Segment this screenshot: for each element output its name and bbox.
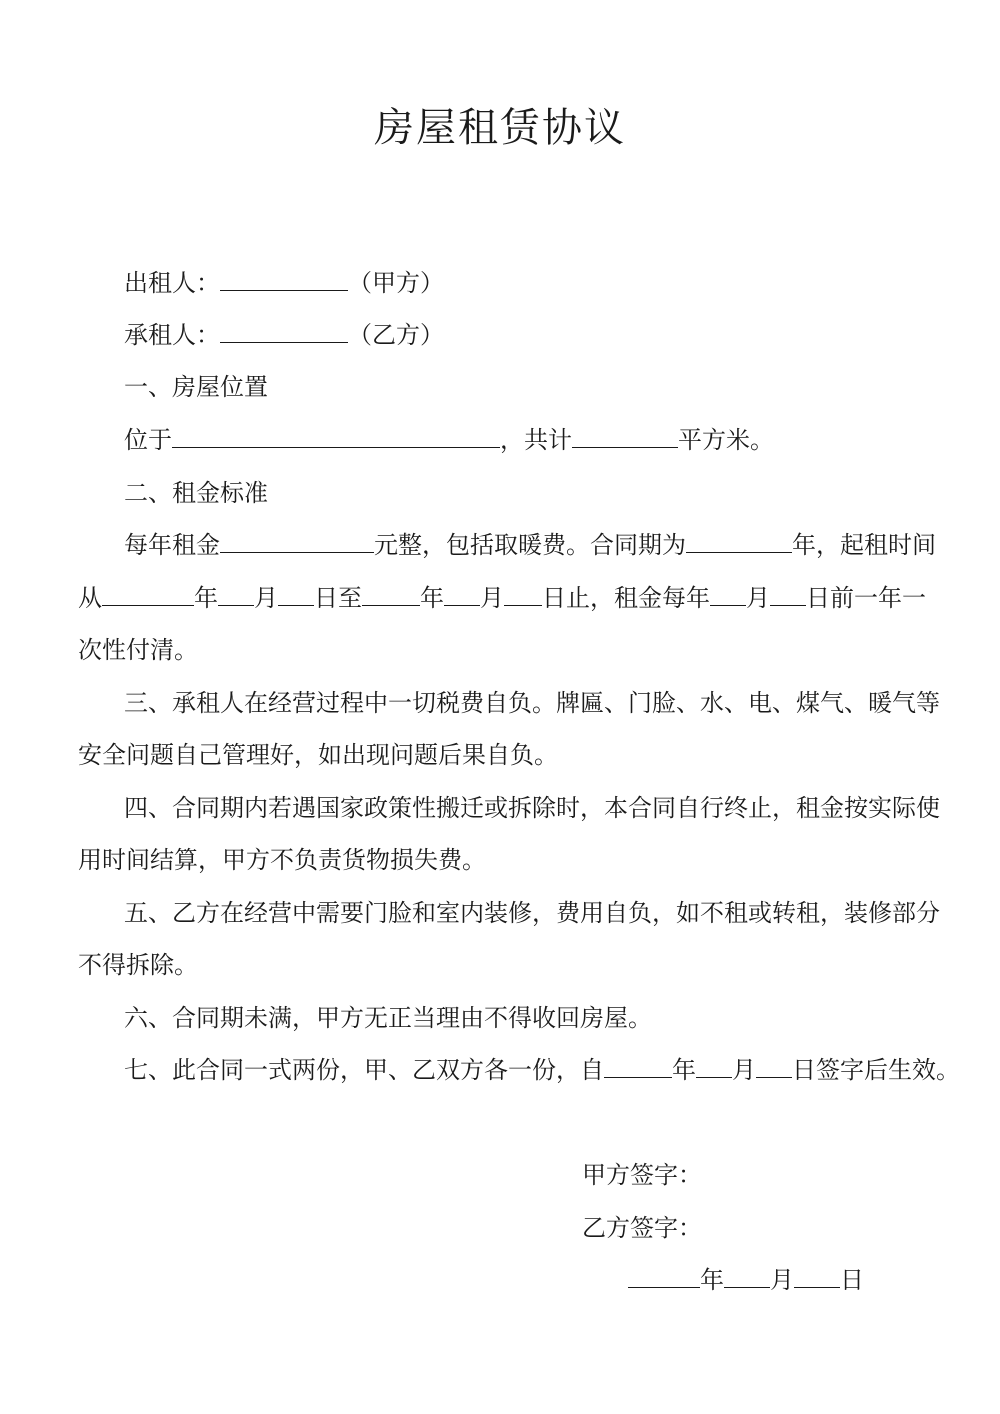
start-month-label: 月 bbox=[254, 584, 278, 612]
area-prefix: ，共计 bbox=[500, 426, 572, 454]
section7-suffix: 日签字后生效。 bbox=[792, 1056, 960, 1084]
start-day-blank[interactable] bbox=[278, 581, 314, 606]
location-blank[interactable] bbox=[172, 423, 500, 448]
effective-year-blank[interactable] bbox=[604, 1053, 672, 1078]
party-a-signature bbox=[582, 1158, 702, 1192]
lessee-line bbox=[124, 318, 984, 352]
lessee-role: （乙方） bbox=[348, 321, 444, 349]
end-day-label: 日止，租金每年 bbox=[542, 584, 710, 612]
party-b-signature-label: 乙方签字： bbox=[582, 1214, 702, 1242]
sign-month-label: 月 bbox=[770, 1266, 794, 1294]
section3-line-1: 三、承租人在经营过程中一切税费自负。牌匾、门脸、水、电、煤气、暖气等 bbox=[124, 689, 940, 717]
term-years-blank[interactable] bbox=[686, 528, 792, 553]
section6-line-1: 六、合同期未满，甲方无正当理由不得收回房屋。 bbox=[124, 1004, 652, 1032]
document-title: 房屋租赁协议 bbox=[374, 105, 626, 151]
section5-line-2: 不得拆除。 bbox=[78, 951, 198, 979]
signature-date bbox=[628, 1263, 864, 1297]
sign-year-label: 年 bbox=[700, 1266, 724, 1294]
pay-day-blank[interactable] bbox=[770, 581, 806, 606]
rent-line-3: 次性付清。 bbox=[78, 636, 198, 664]
section7-prefix: 七、此合同一式两份，甲、乙双方各一份，自 bbox=[124, 1056, 604, 1084]
party-a-signature-label: 甲方签字： bbox=[582, 1161, 702, 1189]
sign-day-blank[interactable] bbox=[794, 1263, 840, 1288]
lessor-line bbox=[124, 266, 984, 300]
lessor-role: （甲方） bbox=[348, 269, 444, 297]
section7-line bbox=[124, 1053, 984, 1087]
location-line bbox=[124, 423, 984, 457]
start-month-blank[interactable] bbox=[218, 581, 254, 606]
end-day-blank[interactable] bbox=[504, 581, 542, 606]
effective-day-blank[interactable] bbox=[756, 1053, 792, 1078]
section4-line-2: 用时间结算，甲方不负责货物损失费。 bbox=[78, 846, 486, 874]
end-year-blank[interactable] bbox=[362, 581, 420, 606]
end-month-blank[interactable] bbox=[444, 581, 480, 606]
from-label: 从 bbox=[78, 584, 102, 612]
pay-month-blank[interactable] bbox=[710, 581, 746, 606]
end-month-label: 月 bbox=[480, 584, 504, 612]
pay-before-label: 日前一年一 bbox=[806, 584, 926, 612]
section1-heading: 一、房屋位置 bbox=[124, 373, 268, 401]
effective-year-label: 年 bbox=[672, 1056, 696, 1084]
rent-line-2 bbox=[78, 581, 938, 615]
party-b-signature bbox=[582, 1211, 702, 1245]
rent-prefix: 每年租金 bbox=[124, 531, 220, 559]
rent-amount-blank[interactable] bbox=[220, 528, 374, 553]
sign-year-blank[interactable] bbox=[628, 1263, 700, 1288]
section4-line-1: 四、合同期内若遇国家政策性搬迁或拆除时，本合同自行终止，租金按实际使 bbox=[124, 794, 940, 822]
term-suffix: 年，起租时间 bbox=[792, 531, 936, 559]
section2-heading: 二、租金标准 bbox=[124, 479, 268, 507]
end-year-label: 年 bbox=[420, 584, 444, 612]
effective-month-blank[interactable] bbox=[696, 1053, 732, 1078]
area-suffix: 平方米。 bbox=[678, 426, 774, 454]
start-day-to-label: 日至 bbox=[314, 584, 362, 612]
sign-day-label: 日 bbox=[840, 1266, 864, 1294]
start-year-label: 年 bbox=[194, 584, 218, 612]
lessee-name-blank[interactable] bbox=[220, 318, 348, 343]
location-prefix: 位于 bbox=[124, 426, 172, 454]
lessor-name-blank[interactable] bbox=[220, 266, 348, 291]
area-blank[interactable] bbox=[572, 423, 678, 448]
start-year-blank[interactable] bbox=[102, 581, 194, 606]
section5-line-1: 五、乙方在经营中需要门脸和室内装修，费用自负，如不租或转租，装修部分 bbox=[124, 899, 940, 927]
effective-month-label: 月 bbox=[732, 1056, 756, 1084]
lessee-label: 承租人： bbox=[124, 321, 220, 349]
lessor-label: 出租人： bbox=[124, 269, 220, 297]
section3-line-2: 安全问题自己管理好，如出现问题后果自负。 bbox=[78, 741, 558, 769]
rent-suffix: 元整，包括取暖费。合同期为 bbox=[374, 531, 686, 559]
sign-month-blank[interactable] bbox=[724, 1263, 770, 1288]
rent-line-1 bbox=[124, 528, 984, 562]
pay-month-label: 月 bbox=[746, 584, 770, 612]
